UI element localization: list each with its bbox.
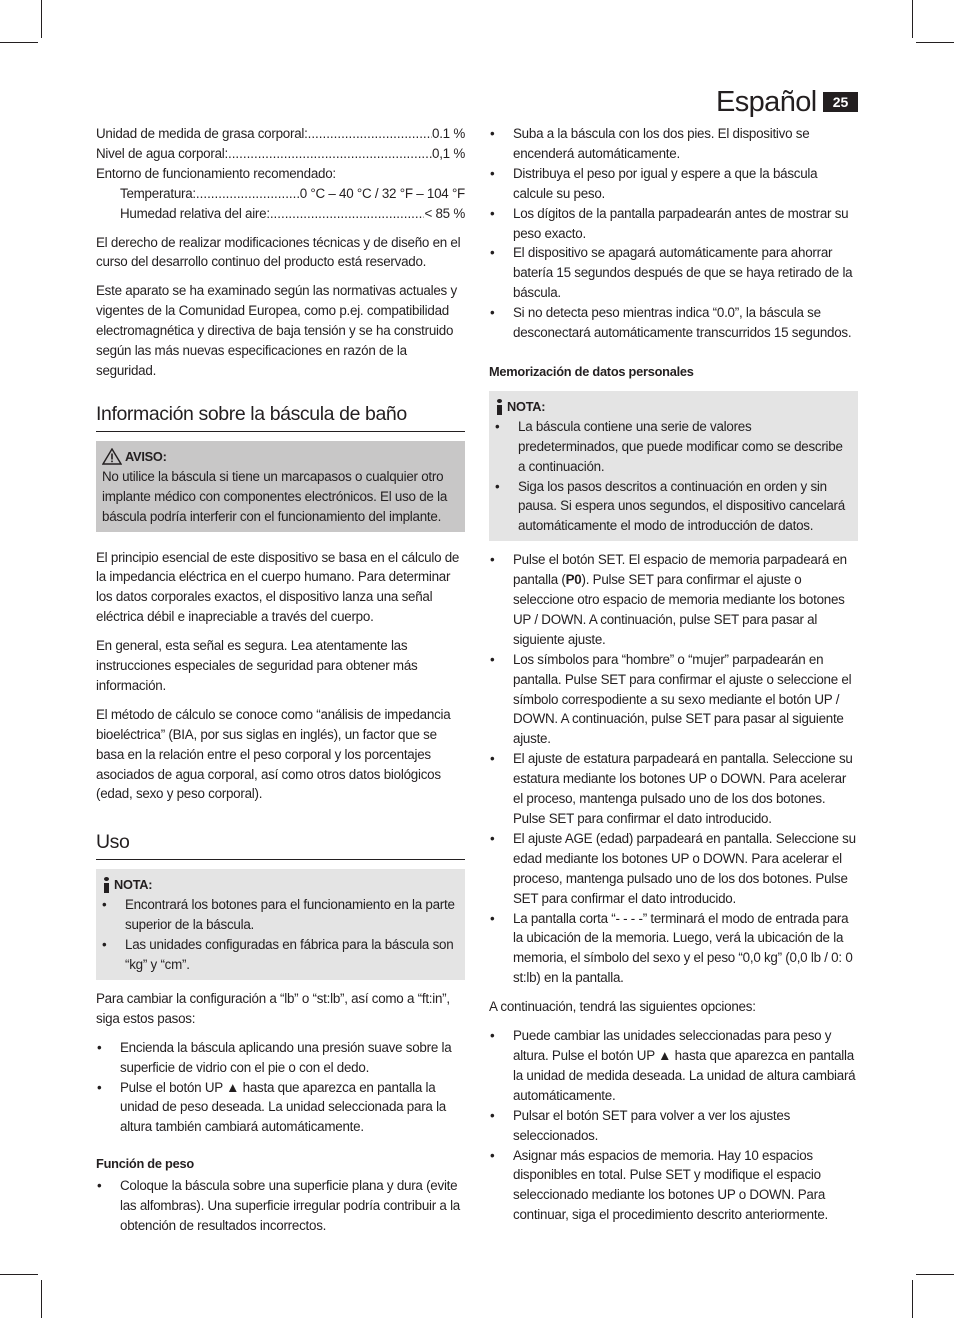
- list-item: • El dispositivo se apagará automáticamente para ahorrar batería 15 segundos después de que se haya retirado de la báscula.: [489, 243, 858, 303]
- note-title: NOTA:: [114, 877, 153, 893]
- list-item: • La báscula contiene una serie de valores predeterminados, que puede modificar como se describe a continuación.: [495, 417, 852, 477]
- warning-text: No utilice la báscula si tiene un marcapasos o cualquier otro implante médico con componentes electrónicos. El uso de la báscula podría interferir con el funcionamiento del implante.: [102, 468, 448, 524]
- crop-mark: [912, 1280, 913, 1318]
- list-item: • Distribuya el peso por igual y espere a que la báscula calcule su peso.: [489, 164, 858, 204]
- spec-row: [96, 124, 465, 144]
- note-box: [96, 869, 465, 980]
- list-item: [489, 550, 858, 650]
- paragraph: A continuación, tendrá las siguientes opciones:: [489, 999, 756, 1015]
- list-item: • Pulsar el botón SET para volver a ver los ajustes seleccionados.: [489, 1106, 858, 1146]
- list-item: • Siga los pasos descritos a continuación en orden y sin pausa. Si espera unos segundos, el dispositivo cancelará automáticamente el modo de introducción de datos.: [495, 477, 852, 537]
- paragraph: Este aparato se ha examinado según las normativas actuales y vigentes de la Comunidad Europea, como p.ej. compatibilidad electromagnética y directiva de baja tensión y se ha construido según las más nuevas especificaciones en razón de la seguridad.: [96, 283, 457, 378]
- page-title: Español: [716, 86, 817, 118]
- list-item: • Los dígitos de la pantalla parpadearán antes de mostrar su peso exacto.: [489, 204, 858, 244]
- left-column: [96, 124, 465, 1236]
- list-item: • Suba a la báscula con los dos pies. El dispositivo se encenderá automáticamente.: [489, 124, 858, 164]
- list-item: • Asignar más espacios de memoria. Hay 10 espacios disponibles en total. Pulse SET y modifique el espacio seleccionado mediante los botones UP o DOWN. Para continuar, siga el procedimiento descrito anteriormente.: [489, 1146, 858, 1226]
- warning-box: [96, 441, 465, 532]
- subsection-heading: Función de peso: [96, 1156, 194, 1172]
- spec-leader: [196, 184, 300, 204]
- crop-mark: [0, 1274, 38, 1275]
- weight-list: [96, 1176, 465, 1236]
- paragraph: El principio esencial de este dispositivo se basa en el cálculo de la impedancia eléctrica en el cuerpo humano. Para determinar los datos corporales exactos, el dispositivo lanza una señal eléctrica débil e inapreciable a través del cuerpo.: [96, 549, 460, 625]
- paragraph: Para cambiar la configuración a “lb” o “st:lb”, así como a “ft:in”, siga estos pasos:: [96, 990, 450, 1026]
- memory-code: P0: [565, 572, 582, 588]
- warning-title: AVISO:: [125, 448, 167, 464]
- crop-mark: [41, 0, 42, 38]
- list-item: • El ajuste de estatura parpadeará en pantalla. Seleccione su estatura mediante los botones UP o DOWN. Para acelerar el proceso, mantenga pulsado uno de los dos botones. Pulse SET para confirmar el dato introducido.: [489, 749, 858, 829]
- crop-mark: [41, 1280, 42, 1318]
- note-list: [495, 417, 852, 536]
- spec-label: Humedad relativa del aire:: [120, 205, 270, 221]
- subsection-heading: Memorización de datos personales: [489, 363, 694, 379]
- spec-leader: [308, 124, 432, 144]
- spec-leader: [228, 144, 432, 164]
- note-header: [102, 875, 459, 895]
- item-text: ). Pulse SET para confirmar el ajuste o seleccione otro espacio de memoria mediante los botones UP / DOWN. A continuación, pulse SET para pasar al siguiente ajuste.: [513, 572, 845, 647]
- list-item: • El ajuste AGE (edad) parpadeará en pantalla. Seleccione su edad mediante los botones UP o DOWN. Para acelerar el proceso, mantenga pulsado uno de los dos botones. Pulse SET para confirmar el dato introducido.: [489, 829, 858, 909]
- spec-row: [96, 144, 465, 164]
- crop-mark: [0, 42, 38, 43]
- paragraph: En general, esta señal es segura. Lea atentamente las instrucciones especiales de seguridad para obtener más información.: [96, 638, 418, 693]
- note-list: [102, 895, 459, 975]
- note-header: [495, 397, 852, 417]
- section-heading: Información sobre la báscula de baño: [96, 401, 465, 432]
- list-item: • Si no detecta peso mientras indica “0.0”, la báscula se desconectará automáticamente transcurridos 15 segundos.: [489, 303, 858, 343]
- list-item: • La pantalla corta “- - - -” terminará el modo de entrada para la ubicación de la memoria. Luego, verá la ubicación de la memoria, el símbolo del sexo y el peso “0,0 kg” (0,0 lb / 0: 0 st:lb) en la pantalla.: [489, 909, 858, 989]
- note-box: [489, 391, 858, 541]
- spec-row: [96, 204, 465, 224]
- paragraph: El derecho de realizar modificaciones técnicas y de diseño en el curso del desarrollo continuo del producto está reservado.: [96, 234, 461, 270]
- list-item: • Encienda la báscula aplicando una presión suave sobre la superficie de vidrio con el pie o con el dedo.: [96, 1038, 465, 1078]
- info-icon: [495, 399, 504, 415]
- memory-list: [489, 550, 858, 988]
- right-column: [489, 124, 858, 1225]
- units-list: [96, 1038, 465, 1138]
- spec-value: 0 °C – 40 °C / 32 °F – 104 °F: [299, 185, 465, 201]
- crop-mark: [916, 1274, 954, 1275]
- crop-mark: [912, 0, 913, 38]
- spec-label: Temperatura:: [120, 185, 196, 201]
- note-title: NOTA:: [507, 398, 546, 414]
- spec-row: [96, 164, 465, 184]
- specs-list: [96, 124, 465, 224]
- list-item: • Las unidades configuradas en fábrica para la báscula son “kg” y “cm”.: [102, 935, 459, 975]
- page-number: 25: [823, 92, 858, 112]
- spec-leader: [270, 204, 425, 224]
- list-item: • Pulse el botón UP ▲ hasta que aparezca en pantalla la unidad de peso deseada. La unidad seleccionada para la altura también cambiará automáticamente.: [96, 1078, 465, 1138]
- paragraph: El método de cálculo se conoce como “análisis de impedancia bioeléctrica” (BIA, por sus siglas en inglés), un factor que se basa en la relación entre el peso corporal y los porcentajes asociados de agua corporal, así como otros datos biológicos (edad, sexo y peso corporal).: [96, 706, 451, 802]
- list-item: • Los símbolos para “hombre” o “mujer” parpadearán en pantalla. Pulse SET para confirmar el ajuste o seleccione el símbolo correspodiente a su sexo mediante el botón UP / DOWN. A continuación, pulse SET para pasar al siguiente ajuste.: [489, 650, 858, 750]
- spec-value: 0,1 %: [432, 145, 465, 161]
- spec-row: [96, 184, 465, 204]
- spec-value: 0.1 %: [432, 126, 465, 141]
- warning-icon: [102, 448, 122, 465]
- item-text: Pulse el botón SET. El espacio de memoria parpadeará en pantalla (: [513, 552, 847, 588]
- info-icon: [102, 877, 111, 893]
- section-heading: Uso: [96, 829, 465, 860]
- spec-value: < 85 %: [424, 205, 465, 221]
- weight-list-continued: [489, 124, 858, 343]
- list-item: • Puede cambiar las unidades seleccionadas para peso y altura. Pulse el botón UP ▲ hasta que aparezca en pantalla la unidad de medida deseada. La unidad de altura cambiará automáticamente.: [489, 1026, 858, 1106]
- list-item: • Coloque la báscula sobre una superficie plana y dura (evite las alfombras). Una superficie irregular podría contribuir a la obtención de resultados incorrectos.: [96, 1176, 465, 1236]
- spec-label: Entorno de funcionamiento recomendado:: [96, 165, 336, 181]
- warning-header: [102, 447, 459, 467]
- crop-mark: [916, 42, 954, 43]
- spec-label: Nivel de agua corporal:: [96, 145, 228, 161]
- list-item: • Encontrará los botones para el funcionamiento en la parte superior de la báscula.: [102, 895, 459, 935]
- spec-label: Unidad de medida de grasa corporal:: [96, 126, 308, 141]
- options-list: [489, 1026, 858, 1225]
